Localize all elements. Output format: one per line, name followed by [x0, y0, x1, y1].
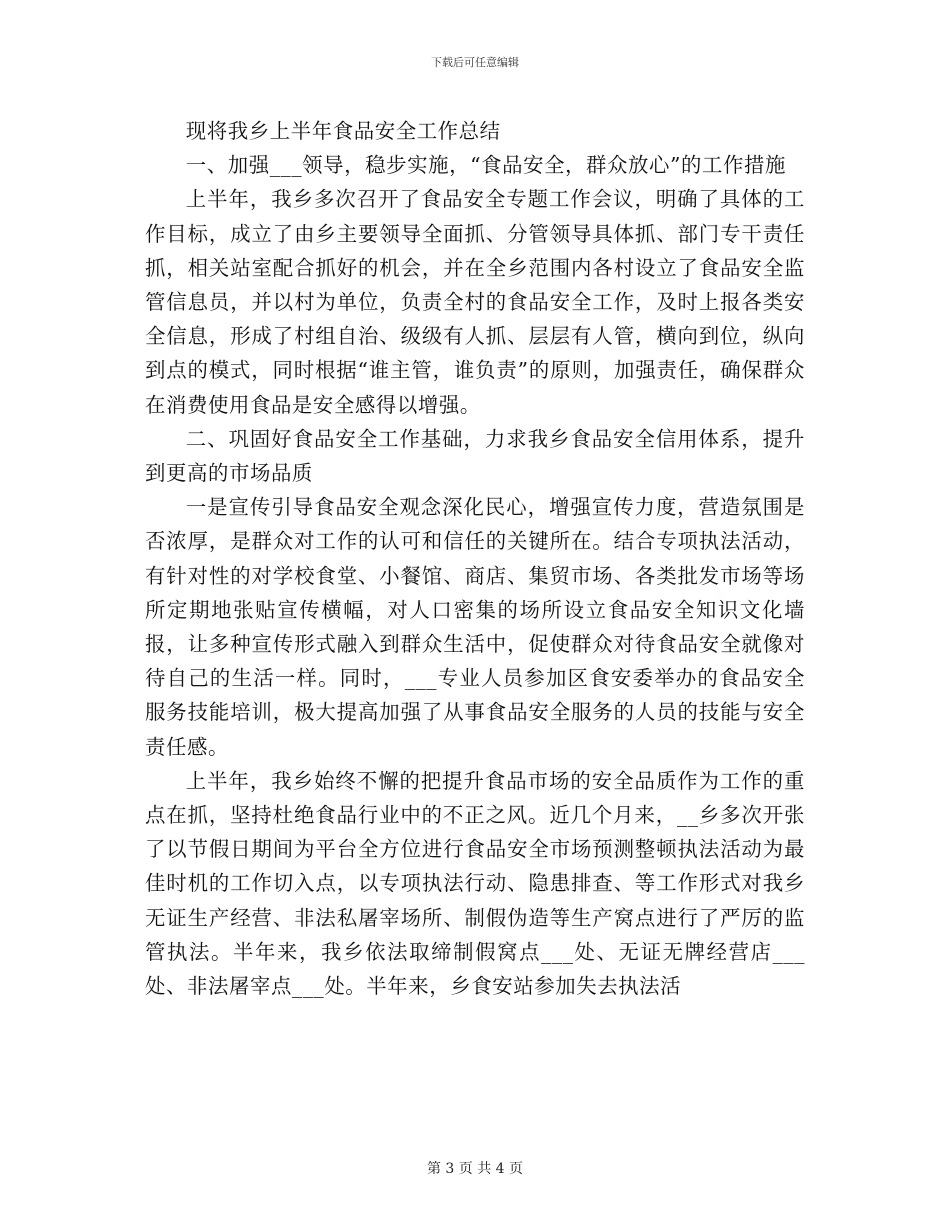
- paragraph-enforcement: 上半年，我乡始终不懈的把提升食品市场的安全品质作为工作的重点在抓，坚持杜绝食品行业中的不正之风。近几个月来，__乡多次开张了以节假日期间为平台全方位进行食品安全市场预测整顿执法活动为最佳时机的工作切入点，以专项执法行动、隐患排查、等工作形式对我乡无证生产经营、非法私屠宰场所、制假伪造等生产窝点进行了严厉的监管执法。半年来，我乡依法取缔制假窝点___处、无证无牌经营店___处、非法屠宰点___处。半年来，乡食安站参加失去执法活: [145, 768, 805, 999]
- document-body: [145, 114, 805, 1003]
- header-note: 下载后可任意编辑: [431, 56, 519, 69]
- paragraph-intro: 现将我乡上半年食品安全工作总结: [185, 119, 501, 143]
- heading-section-2: 二、巩固好食品安全工作基础，力求我乡食品安全信用体系，提升到更高的市场品质: [145, 426, 805, 486]
- paragraph-section-1: 上半年，我乡多次召开了食品安全专题工作会议，明确了具体的工作目标，成立了由乡主要领导全面抓、分管领导具体抓、部门专干责任抓，相关站室配合抓好的机会，并在全乡范围内各村设立了食品安全监管信息员，并以村为单位，负责全村的食品安全工作，及时上报各类安全信息，形成了村组自治、级级有人抓、层层有人管，横向到位，纵向到点的模式，同时根据“谁主管，谁负责”的原则，加强责任，确保群众在消费使用食品是安全感得以增强。: [145, 187, 805, 417]
- paragraph-publicity: 一是宣传引导食品安全观念深化民心，增强宣传力度，营造氛围是否浓厚，是群众对工作的认可和信任的关键所在。结合专项执法活动，有针对性的对学校食堂、小餐馆、商店、集贸市场、各类批发市场等场所定期地张贴宣传横幅，对人口密集的场所设立食品安全知识文化墙报，让多种宣传形式融入到群众生活中，促使群众对待食品安全就像对待自己的生活一样。同时，___专业人员参加区食安委举办的食品安全服务技能培训，极大提高加强了从事食品安全服务的人员的技能与安全责任感。: [145, 495, 805, 759]
- heading-section-1: 一、加强___领导，稳步实施，“食品安全，群众放心”的工作措施: [185, 153, 786, 178]
- page-number: 第 3 页 共 4 页: [426, 1161, 524, 1177]
